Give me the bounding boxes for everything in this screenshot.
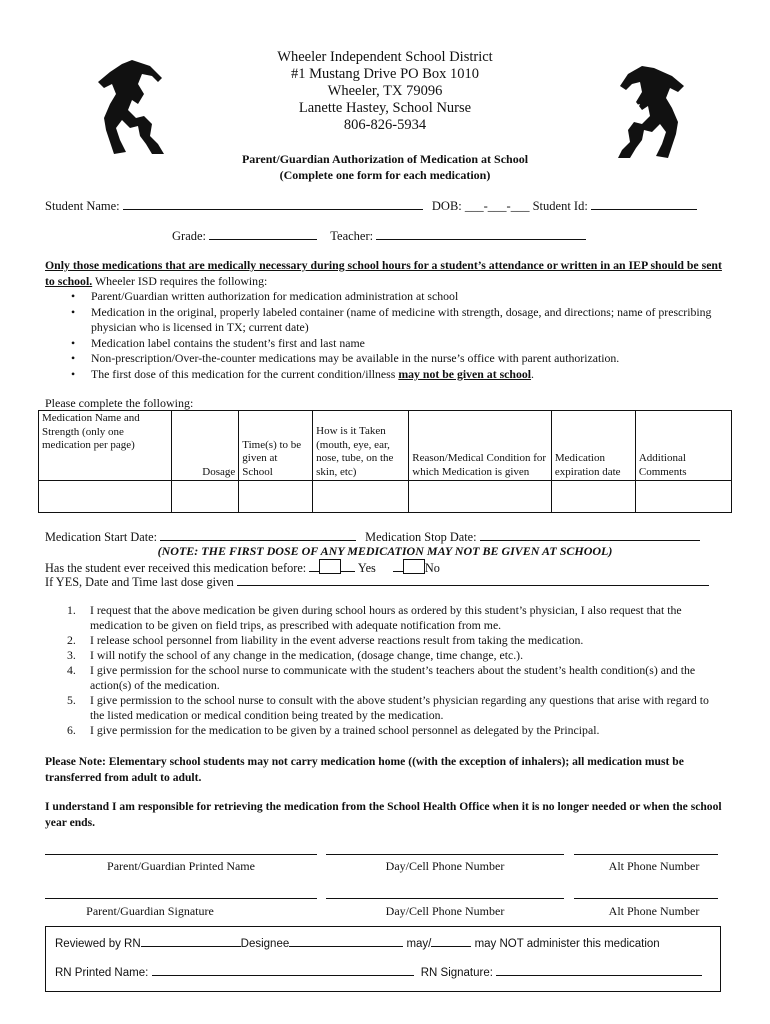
no-checkbox[interactable] (403, 559, 425, 574)
expiration-cell[interactable] (551, 481, 635, 513)
blank-line (393, 560, 403, 572)
may-not-label: may NOT administer this medication (474, 938, 660, 950)
table-row (39, 481, 732, 513)
day-phone-label-1: Day/Cell Phone Number (385, 859, 505, 873)
alt-phone-label-2: Alt Phone Number (608, 904, 700, 918)
nurse-review-box (45, 926, 721, 992)
list-item: 4. I give permission for the school nurse to communicate with the student’s teachers about the student’s health condition(s) and the action(s) of the medication. (67, 663, 696, 692)
blank-line (341, 560, 355, 572)
day-phone-line-1[interactable] (326, 854, 564, 855)
table-intro: Please complete the following: (45, 396, 194, 410)
how-taken-cell[interactable] (313, 481, 409, 513)
signature-line[interactable] (45, 898, 317, 899)
policy-intro-rest: Wheeler ISD requires the following: (92, 273, 268, 288)
list-item: • Medication label contains the student’s first and last name (45, 336, 725, 352)
start-date-field[interactable] (160, 529, 356, 541)
col-expiration: Medication expiration date (551, 411, 635, 481)
last-dose-field[interactable] (237, 574, 709, 586)
school-nurse: Lanette Hastey, School Nurse (298, 100, 472, 116)
alt-phone-line-2[interactable] (574, 898, 718, 899)
student-name-field[interactable] (123, 198, 423, 210)
no-label: No (424, 561, 440, 575)
day-phone-label-2: Day/Cell Phone Number (385, 904, 505, 918)
dob-label: DOB: (431, 199, 462, 213)
col-medication-name: Medication Name and Strength (only one medication per page) (39, 411, 172, 481)
district-name: Wheeler Independent School District (277, 49, 493, 65)
col-reason: Reason/Medical Condition for which Medication is given (409, 411, 552, 481)
grade-label: Grade: (172, 229, 207, 243)
policy-intro-underlined: Only those medications that are medically necessary during school hours for a student’s attendance or written in an IEP should be sent to school. (45, 258, 722, 288)
student-name-label: Student Name: (45, 199, 120, 213)
last-dose-row (45, 574, 709, 590)
list-item: • Non-prescription/Over-the-counter medications may be available in the nurse’s office with parent authorization. (45, 351, 725, 367)
day-phone-line-2[interactable] (326, 898, 564, 899)
medication-table (38, 410, 732, 513)
medication-name-cell[interactable] (39, 481, 172, 513)
col-times: Time(s) to be given at School (239, 411, 313, 481)
stop-date-field[interactable] (480, 529, 700, 541)
reason-cell[interactable] (409, 481, 552, 513)
printed-name-label: Parent/Guardian Printed Name (107, 859, 255, 873)
list-item: • Parent/Guardian written authorization for medication administration at school (45, 289, 725, 305)
last-bullet-emphasis: may not be given at school (398, 366, 532, 381)
start-date-label: Medication Start Date: (45, 530, 158, 544)
stop-date-label: Medication Stop Date: (365, 530, 477, 544)
dosage-cell[interactable] (171, 481, 239, 513)
teacher-field[interactable] (376, 228, 586, 240)
student-id-field[interactable] (591, 198, 697, 210)
district-address-1: #1 Mustang Drive PO Box 1010 (290, 66, 480, 82)
may-label: may/ (406, 938, 432, 950)
reviewed-by-label: Reviewed by RN (55, 938, 141, 950)
blank-line (309, 560, 319, 572)
col-comments: Additional Comments (635, 411, 731, 481)
table-header-row (39, 411, 732, 481)
list-item: • Medication in the original, properly labeled container (name of medicine with strength, dosage, and directions; name of prescribing physician who is licensed in TX; current date) (45, 305, 725, 336)
designee-label: Designee (240, 938, 290, 950)
rn-sign-row (55, 965, 702, 979)
printed-name-line[interactable] (45, 854, 317, 855)
list-item (45, 367, 725, 383)
form-subtitle: (Complete one form for each medication) (279, 168, 491, 182)
alt-phone-line-1[interactable] (574, 854, 718, 855)
rn-signature-field[interactable] (496, 965, 702, 976)
rn-printed-name-label: RN Printed Name: (55, 967, 149, 979)
yes-checkbox[interactable] (319, 559, 341, 574)
district-address-2: Wheeler, TX 79096 (327, 83, 443, 99)
grade-teacher-row (172, 228, 586, 244)
form-title: Parent/Guardian Authorization of Medication at School (241, 152, 529, 166)
student-info-row (45, 198, 697, 214)
list-item: 2. I release school personnel from liability in the event adverse reactions result from taking the medication. (67, 633, 584, 647)
rn-signature-label: RN Signature: (420, 967, 493, 979)
student-id-label: Student Id: (532, 199, 588, 213)
teacher-label: Teacher: (330, 229, 374, 243)
list-item: 3. I will notify the school of any change in the medication, (dosage change, time change, etc.). (67, 648, 524, 662)
signature-label: Parent/Guardian Signature (86, 904, 214, 918)
times-cell[interactable] (239, 481, 313, 513)
may-field[interactable] (431, 936, 471, 947)
last-bullet-text: The first dose of this medication for the current condition/illness (91, 366, 399, 381)
first-dose-note: (NOTE: THE FIRST DOSE OF ANY MEDICATION MAY NOT BE GIVEN AT SCHOOL) (157, 544, 613, 558)
policy-intro (45, 258, 725, 289)
list-item: 1. I request that the above medication be given during school hours as ordered by this student’s physician, I also request that the medication to be given on field trips, as prescribed with adequate notification from me. (67, 603, 682, 632)
dob-field[interactable]: ___-___-___ (464, 199, 530, 213)
alt-phone-label-1: Alt Phone Number (608, 859, 700, 873)
grade-field[interactable] (209, 228, 317, 240)
consent-list (45, 603, 725, 738)
designee-field[interactable] (289, 936, 403, 947)
yes-label: Yes (357, 561, 376, 575)
list-item: 5. I give permission to the school nurse to consult with the above student’s physician regarding any questions that arise with regard to the listed medication or medical condition being treated by the medication. (67, 693, 709, 722)
requirements-list (45, 289, 725, 382)
elementary-note: Please Note: Elementary school students may not carry medication home ((with the exception of inhalers); all medication must be transferred from adult to adult. (45, 755, 684, 784)
comments-cell[interactable] (635, 481, 731, 513)
rn-printed-name-field[interactable] (152, 965, 414, 976)
retrieval-note: I understand I am responsible for retrieving the medication from the School Health Office when it is no longer needed or when the school year ends. (45, 800, 722, 829)
nurse-phone: 806-826-5934 (343, 117, 427, 133)
review-row (55, 936, 660, 950)
last-bullet-end: . (531, 366, 534, 381)
reviewed-by-field[interactable] (141, 936, 241, 947)
received-before-label: Has the student ever received this medication before: (45, 561, 307, 575)
col-dosage: Dosage (171, 411, 239, 481)
list-item: 6. I give permission for the medication to be given by a trained school personnel as delegated by the Principal. (67, 723, 600, 737)
policy-section (45, 258, 725, 382)
col-how-taken: How is it Taken (mouth, eye, ear, nose, tube, on the skin, etc) (313, 411, 409, 481)
last-dose-label: If YES, Date and Time last dose given (45, 575, 234, 589)
medication-dates-row (45, 529, 700, 545)
